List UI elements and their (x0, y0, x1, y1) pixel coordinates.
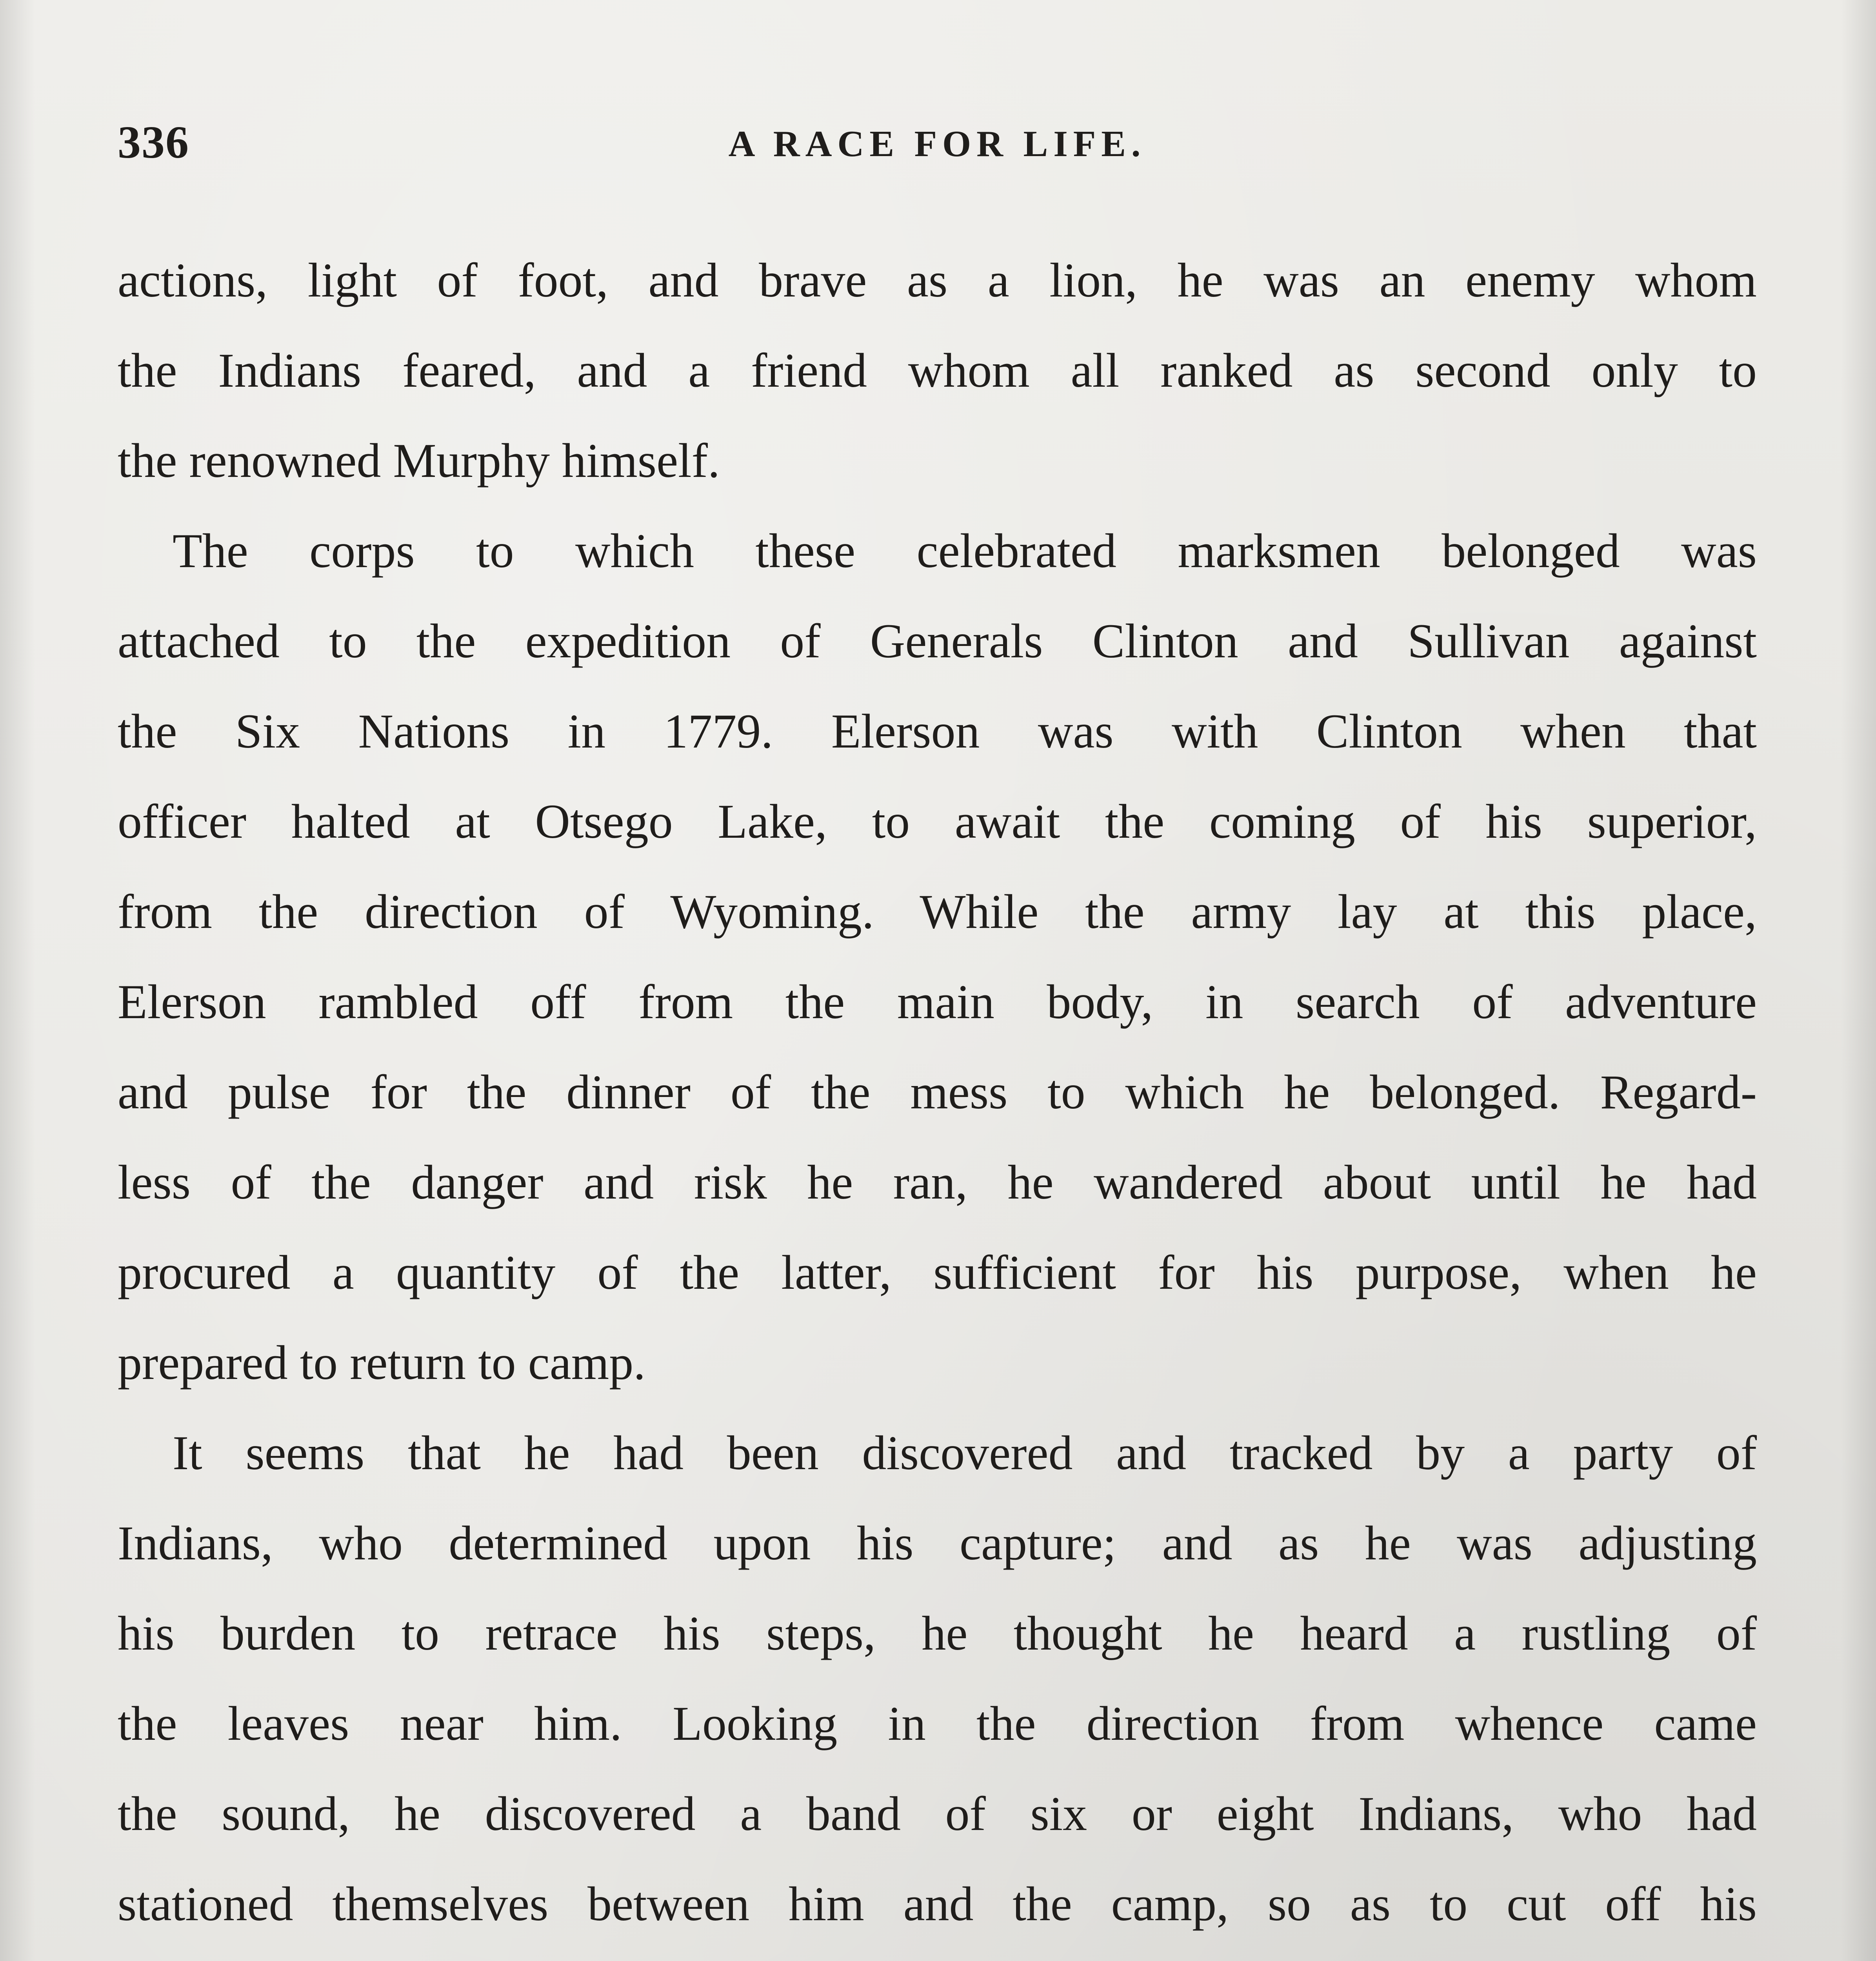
text-line: less of the danger and risk he ran, he wandered about until he had (118, 1155, 1757, 1209)
text-line: It seems that he had been discovered and tracked by a party of (173, 1426, 1757, 1480)
page-edge-shadow-right (1841, 0, 1876, 1961)
text-line: the leaves near him. Looking in the direction from whence came (118, 1697, 1757, 1750)
text-line: The corps to which these celebrated marksmen belonged was (173, 524, 1757, 578)
text-line: Elerson rambled off from the main body, in search of adventure (118, 975, 1757, 1029)
body-text (118, 235, 1757, 1961)
text-line: attached to the expedition of Generals Clinton and Sullivan against (118, 614, 1757, 668)
running-title: A RACE FOR LIFE. (728, 124, 1146, 164)
text-line: and pulse for the dinner of the mess to which he belonged. Regard- (118, 1065, 1757, 1119)
text-line (118, 1949, 1757, 1961)
text-line: prepared to return to camp. (118, 1336, 646, 1390)
text-line: the renowned Murphy himself. (118, 434, 720, 488)
text-line: officer halted at Otsego Lake, to await the coming of his superior, (118, 795, 1757, 848)
page-number: 336 (118, 116, 189, 168)
text-line: the Indians feared, and a friend whom all ranked as second only to (118, 344, 1757, 397)
page-edge-shadow-left (0, 0, 35, 1961)
text-line: procured a quantity of the latter, sufficient for his purpose, when he (118, 1246, 1757, 1299)
text-line: actions, light of foot, and brave as a lion, he was an enemy whom (118, 253, 1757, 307)
text-line: from the direction of Wyoming. While the army lay at this place, (118, 885, 1757, 939)
text-line: the Six Nations in 1779. Elerson was with Clinton when that (118, 704, 1757, 758)
text-line: Indians, who determined upon his capture; and as he was adjusting (118, 1516, 1757, 1570)
text-line: stationed themselves between him and the camp, so as to cut off his (118, 1877, 1757, 1931)
text-line: his burden to retrace his steps, he thought he heard a rustling of (118, 1606, 1757, 1660)
text-line: the sound, he discovered a band of six or eight Indians, who had (118, 1787, 1757, 1841)
running-head (118, 116, 1757, 178)
